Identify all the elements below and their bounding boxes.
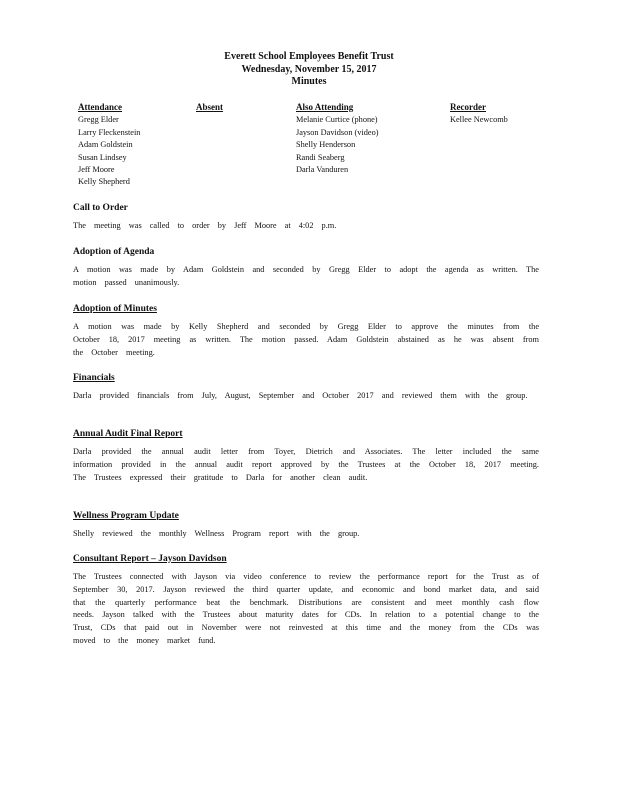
section-adoption-of-minutes [73,303,539,359]
guest-name: Darla Vanduren [296,165,349,175]
trust-name: Everett School Employees Benefit Trust [224,51,394,62]
section-heading: Adoption of Minutes [73,304,157,314]
attendance-heading: Attendance [78,102,122,112]
section-heading: Consultant Report – Jayson Davidson [73,554,227,564]
document-header [0,51,618,89]
attendee-name: Gregg Elder [78,115,119,125]
attendance-column [78,101,140,189]
guest-name: Shelly Henderson [296,140,356,150]
attendee-name: Kelly Shepherd [78,177,130,187]
document-type: Minutes [291,76,327,87]
section-heading: Call to Order [73,203,128,213]
guest-name: Jayson Davidson (video) [296,127,379,137]
meeting-date: Wednesday, November 15, 2017 [241,63,377,75]
recorder-heading: Recorder [450,102,486,112]
also-attending-heading: Also Attending [296,102,354,112]
recorder-column [450,101,508,127]
guest-name: Randi Seaberg [296,152,345,162]
section-body: Darla provided the annual audit letter from Toyer, Dietrich and Associates. The letter included the same information provided in the annual audit report approved by the Trustees at the October 18, 2017 meeting. The Trustees expressed their gratitude to Darla for another clean audit. [73,447,539,482]
attendee-name: Susan Lindsey [78,152,127,162]
attendee-name: Larry Fleckenstein [78,127,141,137]
section-wellness-program [73,510,539,541]
section-heading: Wellness Program Update [73,511,179,521]
absent-column [196,101,223,114]
section-heading: Annual Audit Final Report [73,429,183,439]
section-heading: Adoption of Agenda [73,247,155,257]
section-financials [73,372,539,403]
section-body: Shelly reviewed the monthly Wellness Program report with the group. [73,529,360,538]
section-body: Darla provided financials from July, August, September and October 2017 and reviewed them with the group. [73,391,528,400]
section-body: The Trustees connected with Jayson via video conference to review the performance report for the Trust as of September 30, 2017. Jayson reviewed the third quarter update, and economic and bond market data, and said that the quarterly performance beat the benchmark. Distributions are consistent and meet monthly cash flow needs. Jayson talked with the Trustees about maturity dates for CDs. In relation to a potential change to the Trust, CDs that paid out in November were not reinvested at this time and the money from the CDs was moved to the money market fund. [73,572,539,645]
absent-heading: Absent [196,102,224,112]
attendee-name: Adam Goldstein [78,140,133,150]
section-consultant-report [73,553,539,648]
section-call-to-order [73,202,539,233]
also-attending-column [296,101,379,176]
section-annual-audit [73,428,539,484]
section-heading: Financials [73,373,115,383]
section-body: A motion was made by Kelly Shepherd and seconded by Gregg Elder to approve the minutes from the October 18, 2017 meeting as written. The motion passed. Adam Goldstein abstained as he was absent from the October meeting. [73,322,539,357]
guest-name: Melanie Curtice (phone) [296,115,378,125]
section-body: The meeting was called to order by Jeff Moore at 4:02 p.m. [73,221,337,230]
attendee-name: Jeff Moore [78,165,115,175]
recorder-name: Kellee Newcomb [450,115,508,125]
section-body: A motion was made by Adam Goldstein and seconded by Gregg Elder to adopt the agenda as written. The motion passed unanimously. [73,265,539,287]
section-adoption-of-agenda [73,246,539,290]
